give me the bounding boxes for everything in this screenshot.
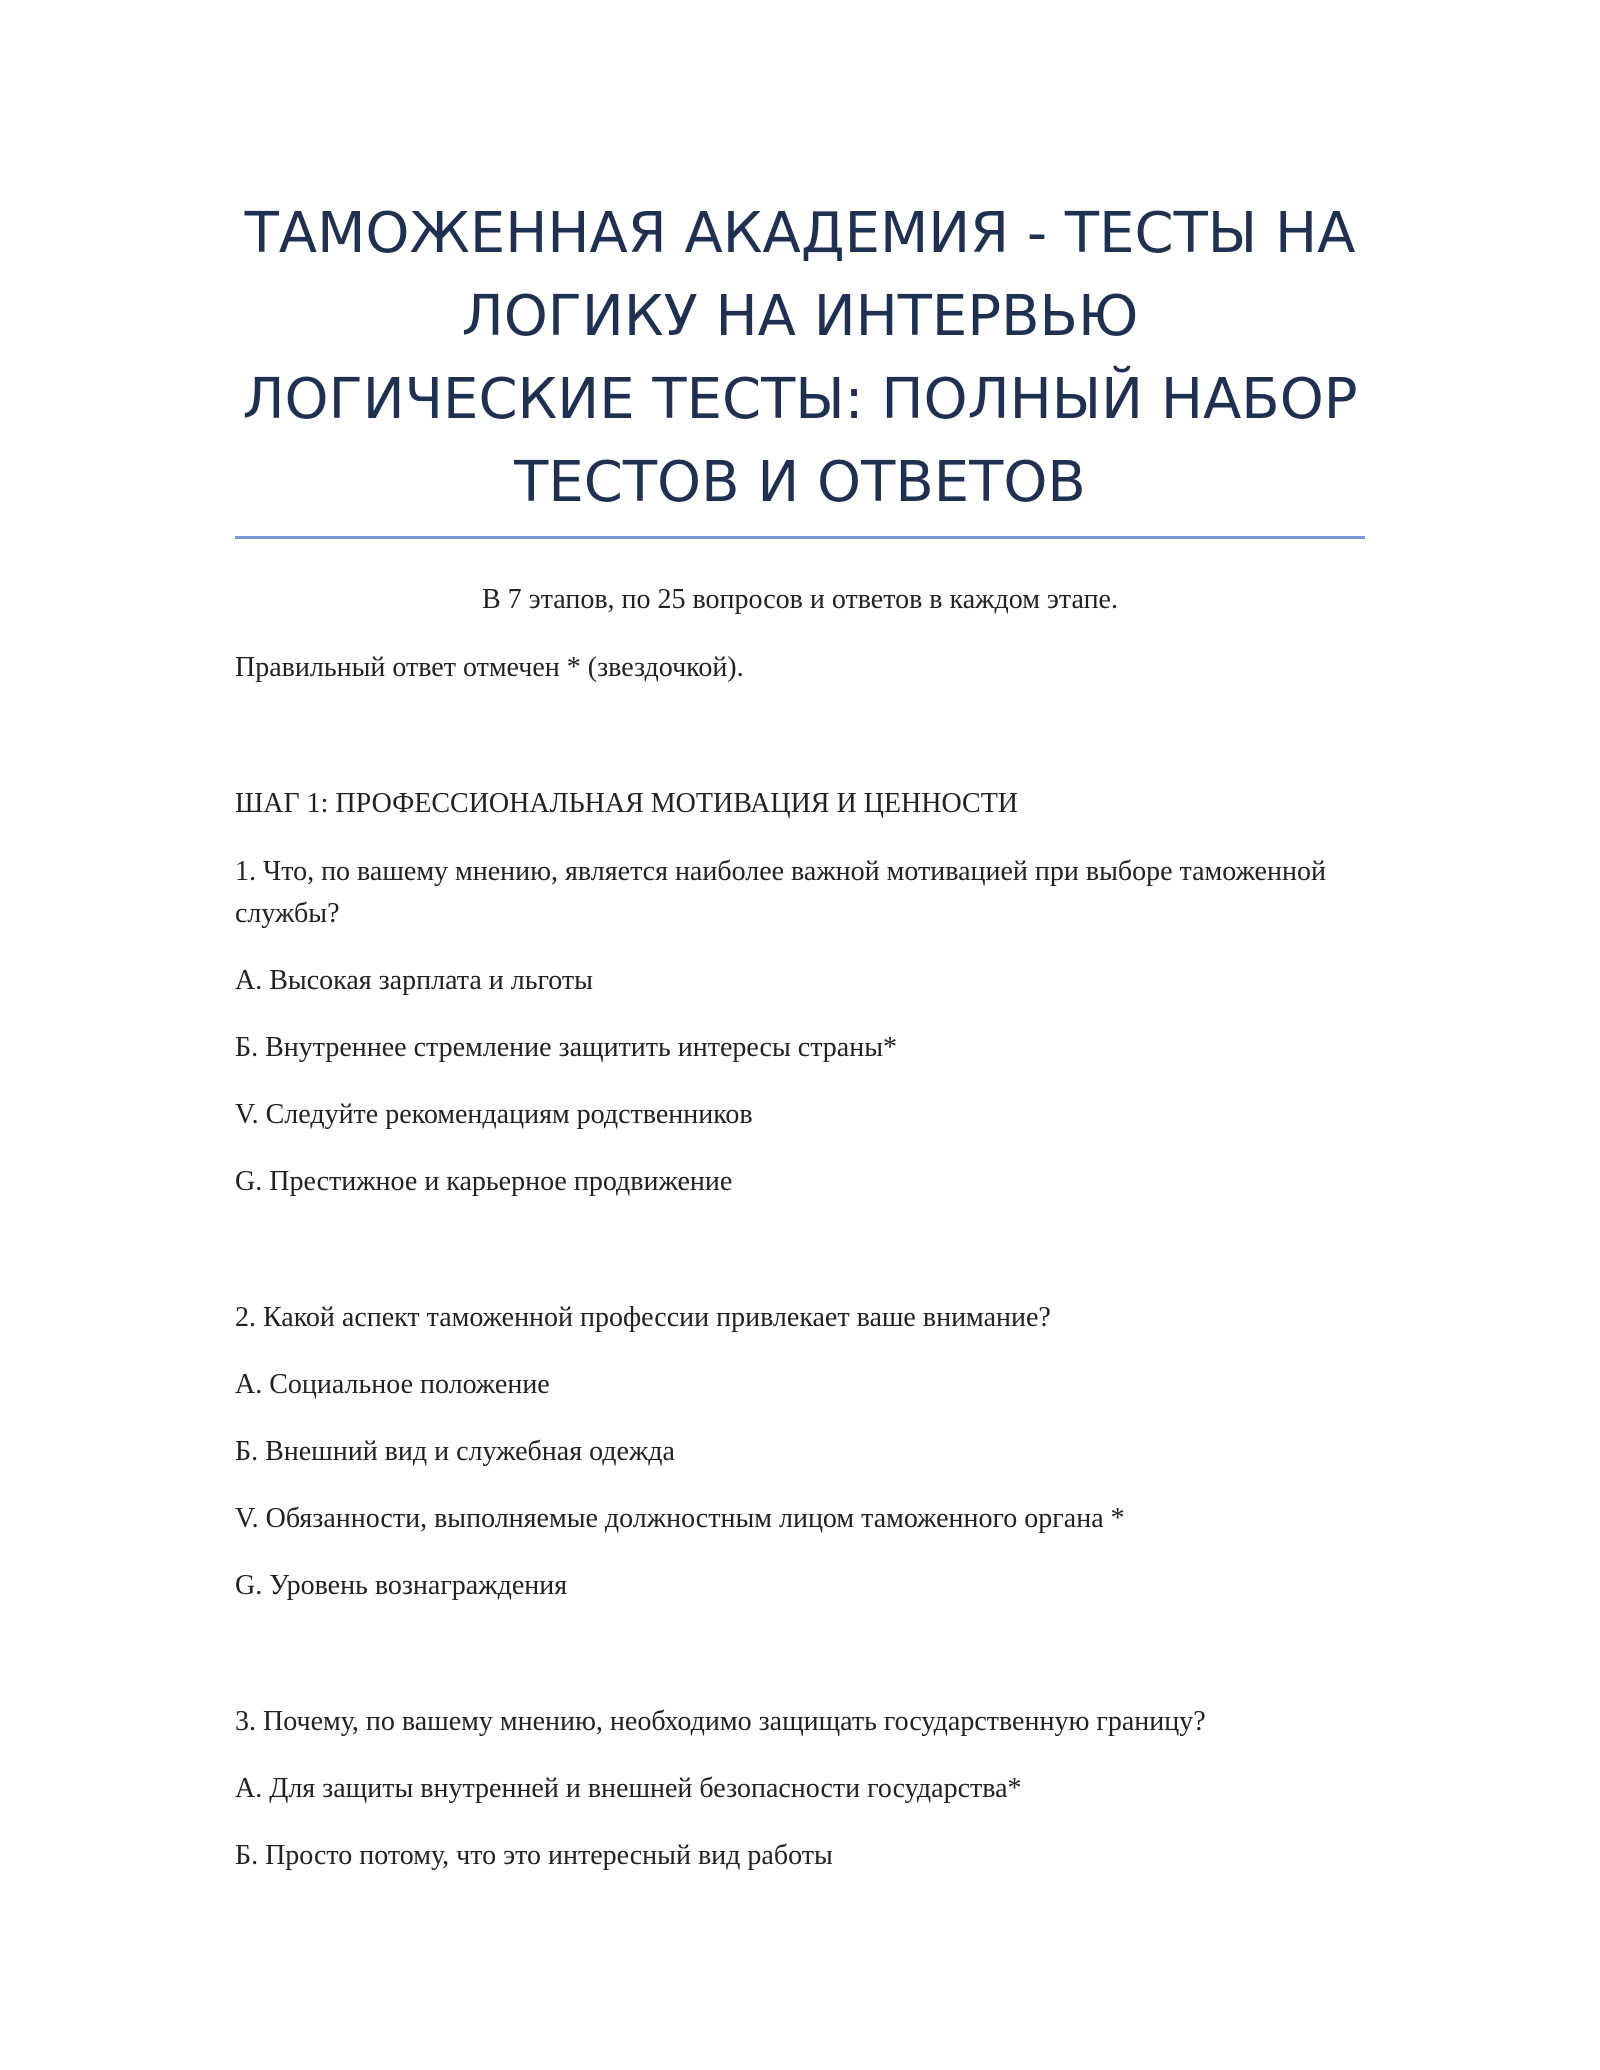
question-text: 3. Почему, по вашему мнению, необходимо защищать государственную границу? — [235, 1706, 1206, 1737]
question-text: 2. Какой аспект таможенной профессии привлекает ваше внимание? — [235, 1302, 1051, 1333]
document-content — [235, 192, 1365, 1877]
answer-option: A. Социальное положение — [235, 1369, 550, 1400]
title-line: ТЕСТОВ И ОТВЕТОВ — [514, 450, 1086, 515]
answer-option: A. Для защиты внутренней и внешней безопасности государства* — [235, 1773, 1022, 1804]
question-block — [235, 1701, 1365, 1877]
answer-option: Б. Внутреннее стремление защитить интересы страны* — [235, 1032, 898, 1063]
answer-marking-note: Правильный ответ отмечен * (звездочкой). — [235, 652, 744, 683]
document-subtitle: В 7 этапов, по 25 вопросов и ответов в каждом этапе. — [482, 584, 1118, 615]
answer-option: G. Престижное и карьерное продвижение — [235, 1166, 733, 1197]
title-line: ЛОГИЧЕСКИЕ ТЕСТЫ: ПОЛНЫЙ НАБОР — [242, 367, 1358, 432]
title-line: ТАМОЖЕННАЯ АКАДЕМИЯ - ТЕСТЫ НА — [244, 201, 1356, 266]
question-block — [235, 1297, 1365, 1607]
answer-option: V. Обязанности, выполняемые должностным лицом таможенного органа * — [235, 1503, 1125, 1534]
answer-option: V. Следуйте рекомендациям родственников — [235, 1099, 753, 1130]
answer-option: G. Уровень вознаграждения — [235, 1570, 568, 1601]
document-title — [235, 192, 1365, 524]
title-divider — [235, 536, 1365, 539]
answer-option: A. Высокая зарплата и льготы — [235, 965, 593, 996]
section-heading: ШАГ 1: ПРОФЕССИОНАЛЬНАЯ МОТИВАЦИЯ И ЦЕННОСТИ — [235, 788, 1019, 819]
question-text: 1. Что, по вашему мнению, является наиболее важной мотивацией при выборе таможенной службы? — [235, 856, 1326, 929]
answer-option: Б. Внешний вид и служебная одежда — [235, 1436, 675, 1467]
question-block — [235, 851, 1365, 1203]
answer-option: Б. Просто потому, что это интересный вид работы — [235, 1840, 833, 1871]
title-line: ЛОГИКУ НА ИНТЕРВЬЮ — [461, 284, 1139, 349]
